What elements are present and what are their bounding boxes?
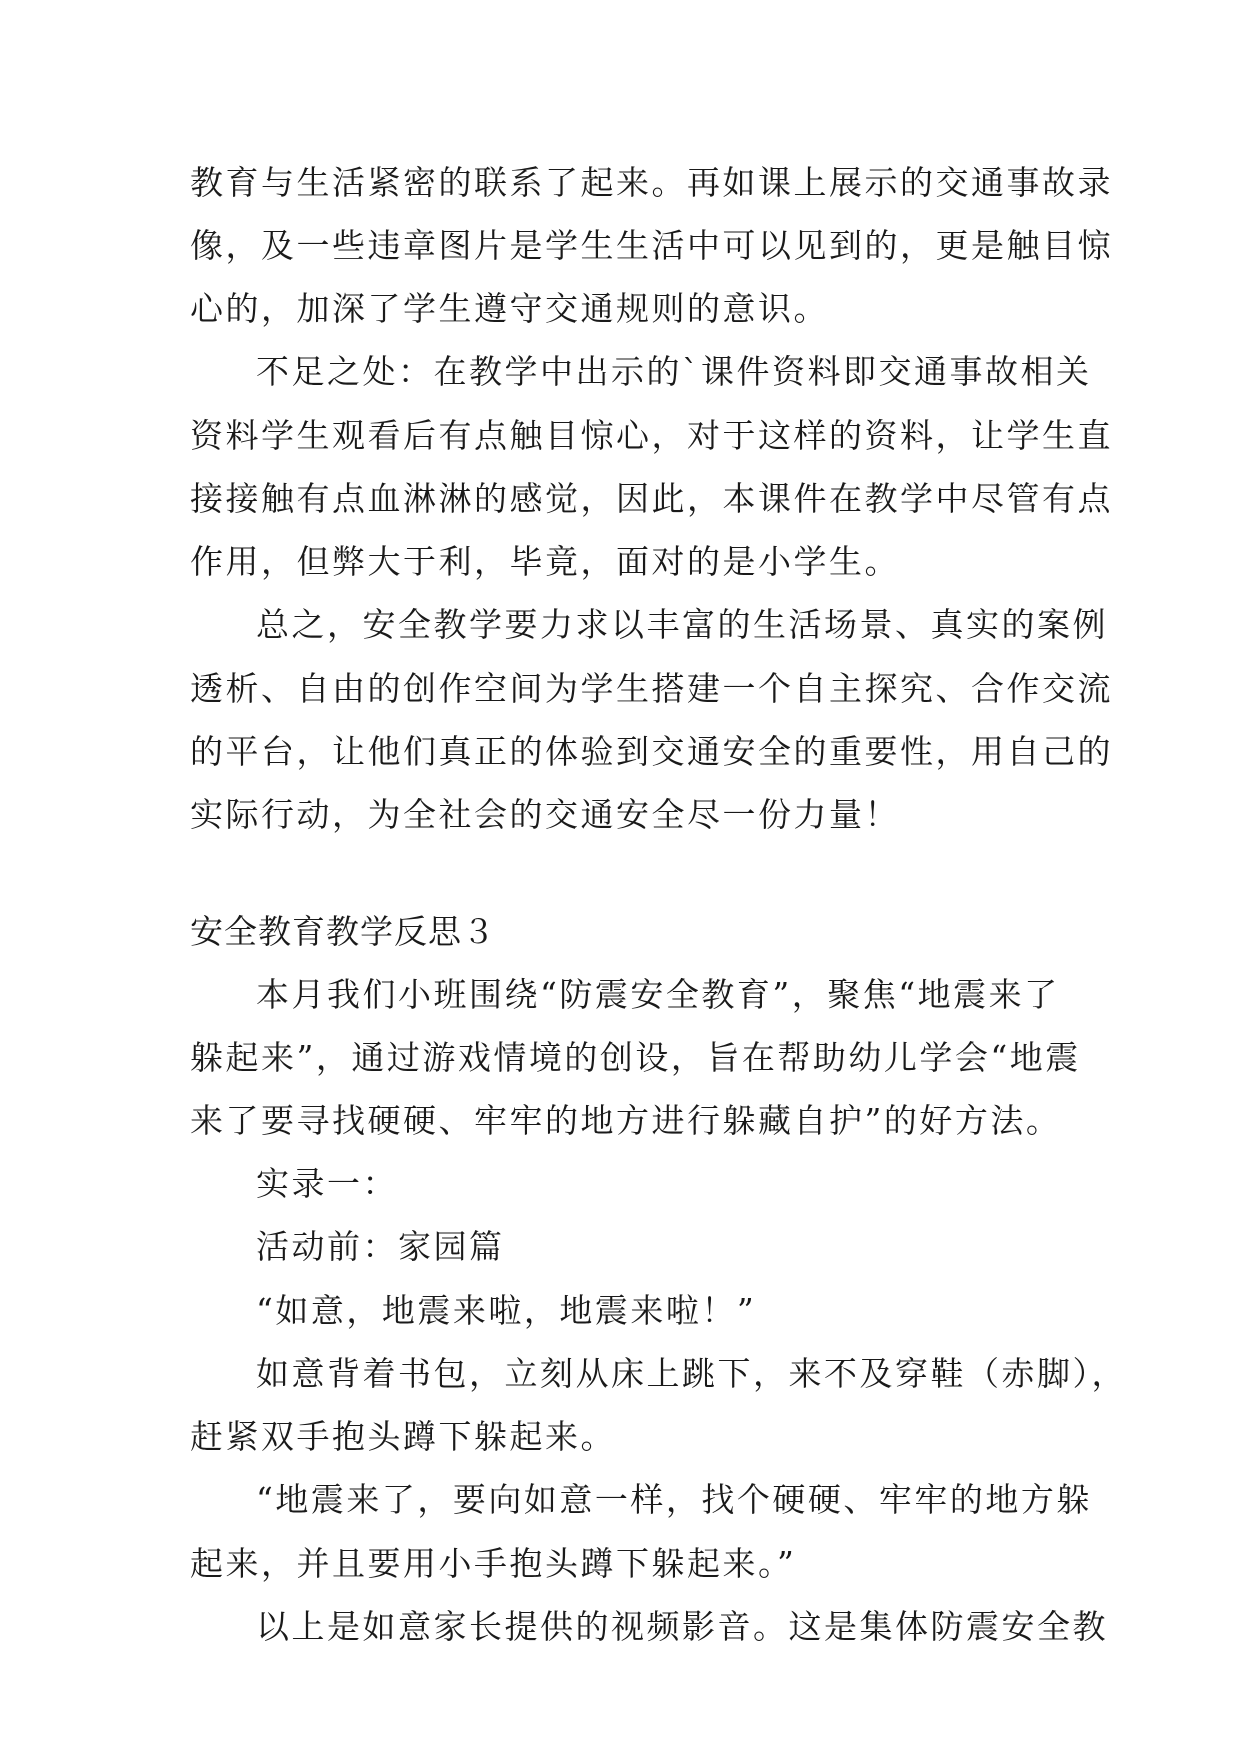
text-line: 接接触有点血淋淋的感觉，因此，本课件在教学中尽管有点 <box>190 479 1113 518</box>
text-line: 心的，加深了学生遵守交通规则的意识。 <box>190 289 829 328</box>
text-line: 的平台，让他们真正的体验到交通安全的重要性，用自己的 <box>190 732 1113 771</box>
text-line: 躲起来”，通过游戏情境的创设，旨在帮助幼儿学会“地震 <box>190 1038 1081 1077</box>
text-line: 像，及一些违章图片是学生生活中可以见到的，更是触目惊 <box>190 226 1113 265</box>
quote-line: “如意，地震来啦，地震来啦！” <box>256 1291 757 1330</box>
text-line: 作用，但弊大于利，毕竟，面对的是小学生。 <box>190 542 900 581</box>
text-line: 资料学生观看后有点触目惊心，对于这样的资料，让学生直 <box>190 416 1113 455</box>
quote-line: “地震来了，要向如意一样，找个硬硬、牢牢的地方躲 <box>256 1480 1092 1519</box>
text-line: 本月我们小班围绕“防震安全教育”，聚焦“地震来了 <box>256 975 1060 1014</box>
text-line: 实际行动，为全社会的交通安全尽一份力量！ <box>190 795 900 834</box>
text-line: 赶紧双手抱头蹲下躲起来。 <box>190 1417 616 1456</box>
text-line: 以上是如意家长提供的视频影音。这是集体防震安全教 <box>256 1607 1108 1646</box>
record-label: 实录一： <box>256 1164 398 1203</box>
text-line: 来了要寻找硬硬、牢牢的地方进行躲藏自护”的好方法。 <box>190 1101 1062 1140</box>
text-line: 教育与生活紧密的联系了起来。再如课上展示的交通事故录 <box>190 163 1113 202</box>
text-line: 总之，安全教学要力求以丰富的生活场景、真实的案例 <box>256 605 1108 644</box>
text-line: 透析、自由的创作空间为学生搭建一个自主探究、合作交流 <box>190 669 1113 708</box>
quote-line: 起来，并且要用小手抱头蹲下躲起来。” <box>190 1544 797 1583</box>
text-line: 不足之处：在教学中出示的`课件资料即交通事故相关 <box>256 352 1092 391</box>
activity-label: 活动前：家园篇 <box>256 1227 505 1266</box>
text-line: 如意背着书包，立刻从床上跳下，来不及穿鞋（赤脚）， <box>256 1354 1127 1393</box>
section-heading: 安全教育教学反思３ <box>190 912 496 951</box>
